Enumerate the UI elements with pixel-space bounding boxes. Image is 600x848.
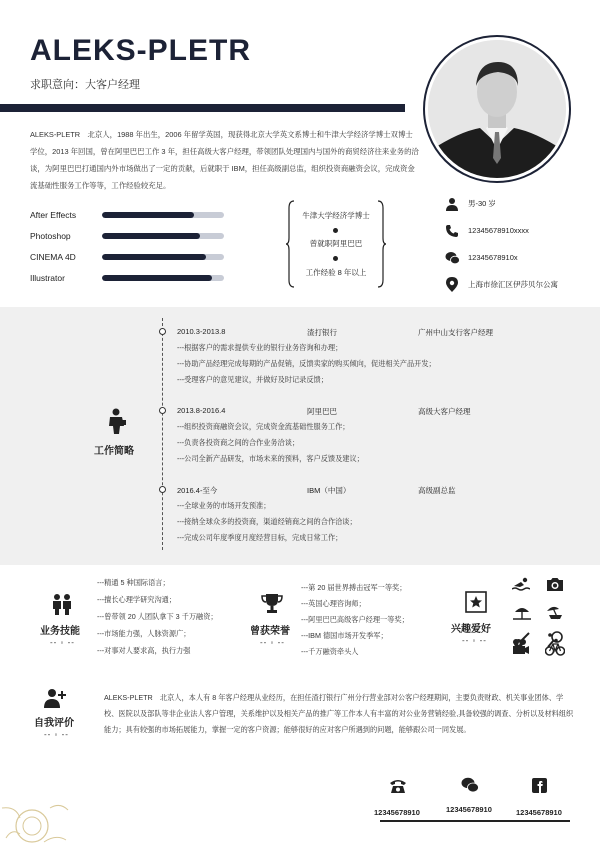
business-skill-item: ---对事对人要求高，执行力强 <box>97 646 191 655</box>
job-duty: ---根据客户的需求提供专业的银行业务咨询和办理； <box>177 343 343 352</box>
contact-info <box>444 190 584 298</box>
telephone-icon <box>389 778 407 799</box>
contact-row <box>444 190 584 217</box>
timeline-dot <box>159 407 166 414</box>
job-period: 2010.3-2013.8 <box>177 327 226 336</box>
team-icon <box>51 593 73 620</box>
wechat-id[interactable]: 12345678910x <box>468 253 518 262</box>
gender-age: 男-30 岁 <box>468 199 496 208</box>
skill-fill <box>102 254 206 260</box>
footer-phone[interactable]: 12345678910 <box>374 808 420 817</box>
job-duty: ---协助产品经理完成每期的产品促销，反馈卖家的购买倾向，促进相关产品开发； <box>177 359 436 368</box>
floral-corner-decoration <box>0 788 72 848</box>
job-company: 渣打银行 <box>307 328 337 337</box>
address: 上海市徐汇区伊莎贝尔公寓 <box>468 280 558 289</box>
skill-row <box>30 246 230 267</box>
job-period: 2013.8-2016.4 <box>177 406 226 415</box>
job-duty: ---负责各投资商之间的合作业务洽谈； <box>177 438 300 447</box>
job-company: 阿里巴巴 <box>307 407 337 416</box>
profile-photo <box>428 40 566 178</box>
business-skill-item: ---精通 5 种国际语言； <box>97 578 170 587</box>
job-duty: ---受理客户的意见建议，并做好及时记录反馈； <box>177 375 328 384</box>
add-user-icon <box>44 688 66 713</box>
work-section-title: 工作简略 <box>94 446 134 457</box>
skill-bar <box>102 233 224 239</box>
job-duty: ---接纳全球众多的投资商，渠道经销商之间的合作洽谈； <box>177 517 357 526</box>
skill-name: After Effects <box>30 209 77 220</box>
person-icon <box>444 196 460 212</box>
contact-row <box>444 271 584 298</box>
job-objective: 求职意向：大客户经理 <box>30 79 140 91</box>
honors-title: 曾获荣誉 <box>250 626 290 637</box>
contact-row <box>444 244 584 271</box>
section-ornament: -- ◦ -- <box>44 730 69 739</box>
job-position: 高级大客户经理 <box>418 407 471 416</box>
wechat-icon <box>444 250 460 266</box>
highlight-item: 工作经验 8 年以上 <box>305 268 367 277</box>
phone-icon <box>444 223 460 239</box>
highlight-bullet <box>333 228 338 233</box>
self-eval-text: ALEKS-PLETR 北京人，本人有 8 年客户经理从业经历，在担任渣打银行广州分行营业部对公客户经理期间，主要负责财政、机关事业团体、学校、医院以及部队等非企业法人客户管理，关系维护以及相关产品的推广等工作本人有丰富的对公业务营销经验,具备较强的调查、分析以及材料组织能力；具有较强的市场拓展能力，掌握一定的客户资源；能够很好的应对客户所遇到的问题，能够跟公司一同发展。 <box>104 693 574 734</box>
skill-bar <box>102 275 224 281</box>
job-duty: ---公司全新产品研发，市场未来的预料，客户反馈及建议； <box>177 454 364 463</box>
highlight-item: 牛津大学经济学博士 <box>302 211 370 220</box>
star-frame-icon <box>465 591 487 618</box>
honor-item: ---阿里巴巴高级客户经理一等奖； <box>301 615 409 624</box>
section-ornament: -- ◦ -- <box>260 638 285 647</box>
job-company: IBM（中国） <box>307 486 351 495</box>
swimming-icon <box>512 577 530 598</box>
business-skill-item: ---曾带领 20 人团队拿下 3 千万融资； <box>97 612 218 621</box>
work-person-icon <box>107 408 127 439</box>
contact-row <box>444 217 584 244</box>
skill-bar <box>102 254 224 260</box>
skill-fill <box>102 212 194 218</box>
skill-row <box>30 267 230 288</box>
self-eval-title: 自我评价 <box>34 718 74 729</box>
resume-name: ALEKS-PLETR <box>30 34 251 67</box>
skill-row <box>30 204 230 225</box>
trophy-icon <box>261 593 283 620</box>
skill-fill <box>102 275 212 281</box>
location-icon <box>444 277 460 293</box>
honor-item: ---千万融资牵头人 <box>301 647 359 656</box>
business-skill-item: ---擅长心理学研究沟通； <box>97 595 177 604</box>
timeline-dot <box>159 486 166 493</box>
section-ornament: -- ◦ -- <box>462 636 487 645</box>
wechat-icon <box>461 777 479 798</box>
highlight-item: 曾就职阿里巴巴 <box>309 239 363 248</box>
honor-item: ---第 20 届世界搏击冠军一等奖； <box>301 583 407 592</box>
skill-name: Photoshop <box>30 230 71 241</box>
facebook-icon <box>532 778 547 798</box>
footer-facebook[interactable]: 12345678910 <box>516 808 562 817</box>
phone-number[interactable]: 12345678910xxxx <box>468 226 529 235</box>
job-duty: ---组织投资商融资会议，完成资金流基础性服务工作； <box>177 422 350 431</box>
job-duty: ---完成公司年度季度月度经营目标，完成日常工作； <box>177 533 343 542</box>
movie-icon <box>512 638 530 661</box>
section-ornament: -- ◦ -- <box>50 638 75 647</box>
highlight-bullet <box>333 256 338 261</box>
beach-icon <box>546 604 564 625</box>
intro-paragraph: ALEKS-PLETR 北京人，1988 年出生，2006 年留学英国，现获得北京大学英文系博士和牛津大学经济学博士双博士学位，2013 年回国，曾在阿里巴巴工作 3 年，担任高级大客户经理，带领团队处理国内与国外的商贸经济往来业务的洽谈，为阿里巴巴打通国内外市场做出了一定的贡献，后就职于 IBM，担任高级副总监，组织投资商融资会议，完成资金流基础性服务工作等等，工作经验较充足。 <box>30 130 419 190</box>
skill-fill <box>102 233 200 239</box>
software-skills <box>30 204 230 288</box>
skill-name: CINEMA 4D <box>30 251 76 262</box>
hobbies-title: 兴趣爱好 <box>451 624 491 635</box>
skill-name: Illustrator <box>30 272 65 283</box>
header-divider-bar <box>0 104 405 112</box>
camera-icon <box>546 577 564 597</box>
job-duty: ---全球业务的市场开发预准； <box>177 501 271 510</box>
job-position: 广州中山支行客户经理 <box>418 328 493 337</box>
timeline-dot <box>159 328 166 335</box>
footer-divider <box>380 820 570 822</box>
skill-row <box>30 225 230 246</box>
honor-item: ---英国心理咨询师； <box>301 599 366 608</box>
highlights-box <box>290 200 382 288</box>
business-skill-item: ---市场能力强，人脉资源广； <box>97 629 191 638</box>
work-timeline <box>162 318 163 550</box>
job-position: 高级副总监 <box>418 486 456 495</box>
footer-wechat[interactable]: 12345678910 <box>446 805 492 814</box>
cycling-icon <box>545 638 565 661</box>
job-period: 2016.4-至今 <box>177 486 218 495</box>
skill-bar <box>102 212 224 218</box>
honor-item: ---IBM 德国市场开发季军； <box>301 631 388 640</box>
travel-icon <box>513 604 531 625</box>
business-skills-title: 业务技能 <box>40 626 80 637</box>
